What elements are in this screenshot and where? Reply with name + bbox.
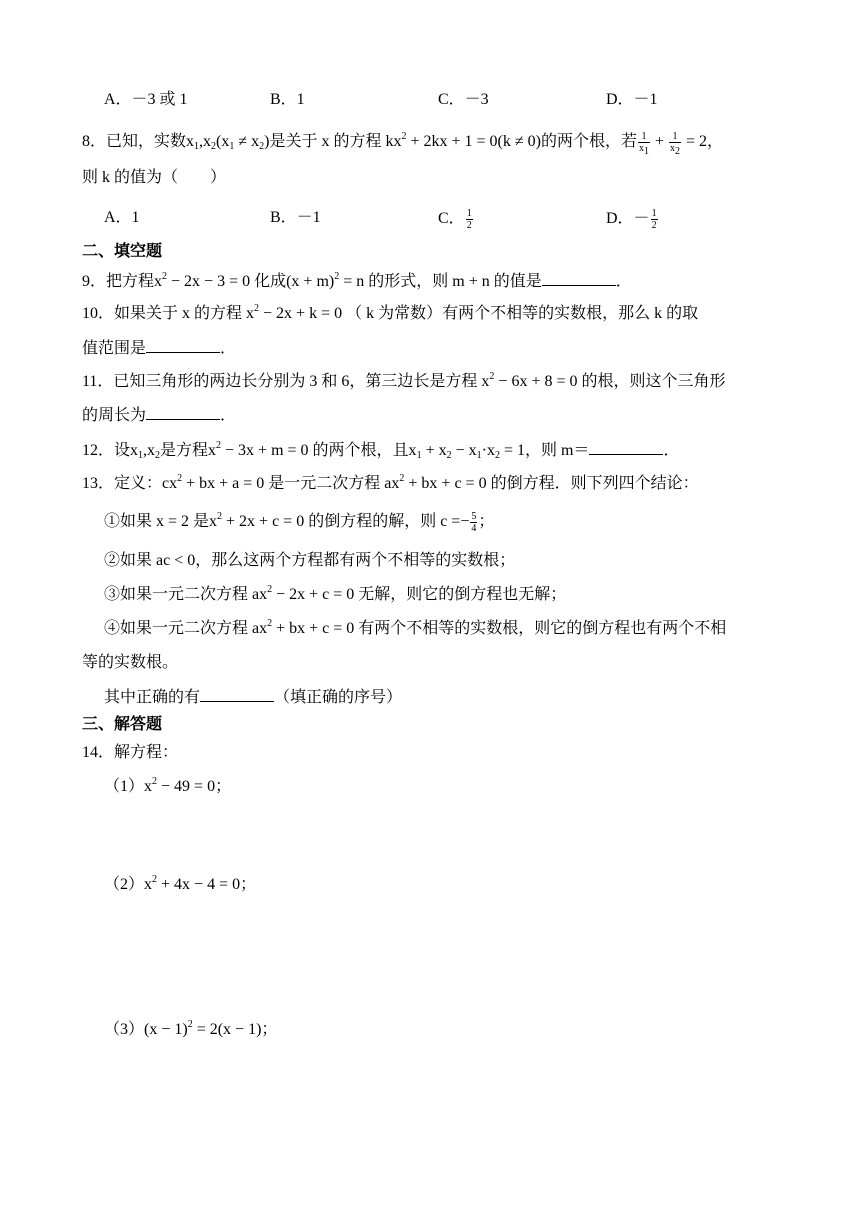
- answer-blank[interactable]: [589, 440, 663, 455]
- q8-stem: 8．已知，实数$x_1,x_2(x_1 \ne x_2)$是关于 x 的方程 $kx^2 + 2kx + 1 = 0(k \ne 0)$的两个根，若 $\frac{1}{x_1}$ + $\frac{1}{x_2}$ = 2，: [82, 131, 724, 157]
- q13-statement-4-line2: 等的实数根。: [82, 654, 179, 671]
- q8-option-c: C． $\frac{1}{2}$: [438, 208, 472, 231]
- q8-option-d: D．－ $\frac{1}{2}$: [606, 208, 657, 231]
- answer-blank[interactable]: [542, 271, 616, 286]
- q14-equation-1: $(1)x^2 - 49 = 0$；: [104, 776, 232, 795]
- q14-equation-2: $(2)x^2 + 4x - 4 = 0$；: [104, 874, 257, 893]
- q8-option-b: B．－1: [270, 209, 321, 226]
- q14-title: 14．解方程：: [82, 744, 179, 761]
- q8-option-a: A．1: [104, 209, 140, 226]
- q14-equation-3: $(3)(x - 1)^2 = 2(x - 1)$；: [104, 1019, 278, 1038]
- fraction-one-half: $\frac{1}{2}$: [651, 208, 657, 231]
- answer-blank[interactable]: [146, 338, 220, 353]
- q7-option-c: C．－3: [438, 91, 489, 108]
- section-heading-solve: 三、解答题: [82, 716, 163, 733]
- q13-stem: 13．定义：$cx^2$ + bx + a = 0 是一元二次方程 $ax^2$ + bx + c = 0 的倒方程．则下列四个结论：: [82, 473, 699, 492]
- q7-option-a: A．－3 或 1: [104, 91, 188, 108]
- q9-stem: 9．把方程$x^2 - 2x - 3 = 0$ 化成$(x + m)^2 = n$ 的形式，则 m + n 的值是 ．: [82, 271, 632, 290]
- q13-statement-1: ①如果 x = 2 是$x^2 + 2x + c = 0$ 的倒方程的解，则 c =− $\frac{5}{4}$ ；: [104, 511, 495, 534]
- q13-statement-3: ③如果一元二次方程 $ax^2 - 2x + c = 0$ 无解，则它的倒方程也无解；: [104, 584, 567, 603]
- q10-stem-line2: 值范围是 ．: [82, 340, 237, 357]
- fraction-5-over-4: $\frac{5}{4}$: [471, 511, 477, 534]
- q13-statement-2: ②如果 ac < 0，那么这两个方程都有两个不相等的实数根；: [104, 552, 516, 569]
- q11-stem-line2: 的周长为 ．: [82, 407, 237, 424]
- section-heading-fill-in: 二、填空题: [82, 243, 163, 260]
- q8-stem-line2: 则 k 的值为（ ）: [82, 169, 227, 186]
- fraction-one-half: $\frac{1}{2}$: [466, 208, 472, 231]
- answer-blank[interactable]: [200, 687, 274, 702]
- fraction-1-over-x1: $\frac{1}{x_1}$: [638, 131, 649, 157]
- answer-blank[interactable]: [146, 405, 220, 420]
- q7-option-b: B．1: [270, 91, 305, 108]
- q12-stem: 12．设$x_1,x_2$是方程$x^2 - 3x + m = 0$ 的两个根，且$x_1 + x_2 - x_1\cdot x_2 = 1$，则 m＝ ．: [82, 440, 680, 461]
- q13-statement-4: ④如果一元二次方程 $ax^2$ + bx + c = 0 有两个不相等的实数根，则它的倒方程也有两个不相: [104, 618, 727, 637]
- fraction-1-over-x2: $\frac{1}{x_2}$: [670, 131, 681, 157]
- q7-option-d: D．－1: [606, 91, 658, 108]
- q11-stem: 11．已知三角形的两边长分别为 3 和 6，第三边长是方程 $x^2 - 6x + 8 = 0$ 的根，则这个三角形: [82, 371, 726, 390]
- q10-stem: 10．如果关于 x 的方程 $x^2 - 2x + k = 0$ （ k 为常数）有两个不相等的实数根，那么 k 的取: [82, 303, 699, 322]
- q13-answer-line: 其中正确的有 （填正确的序号）: [104, 689, 403, 706]
